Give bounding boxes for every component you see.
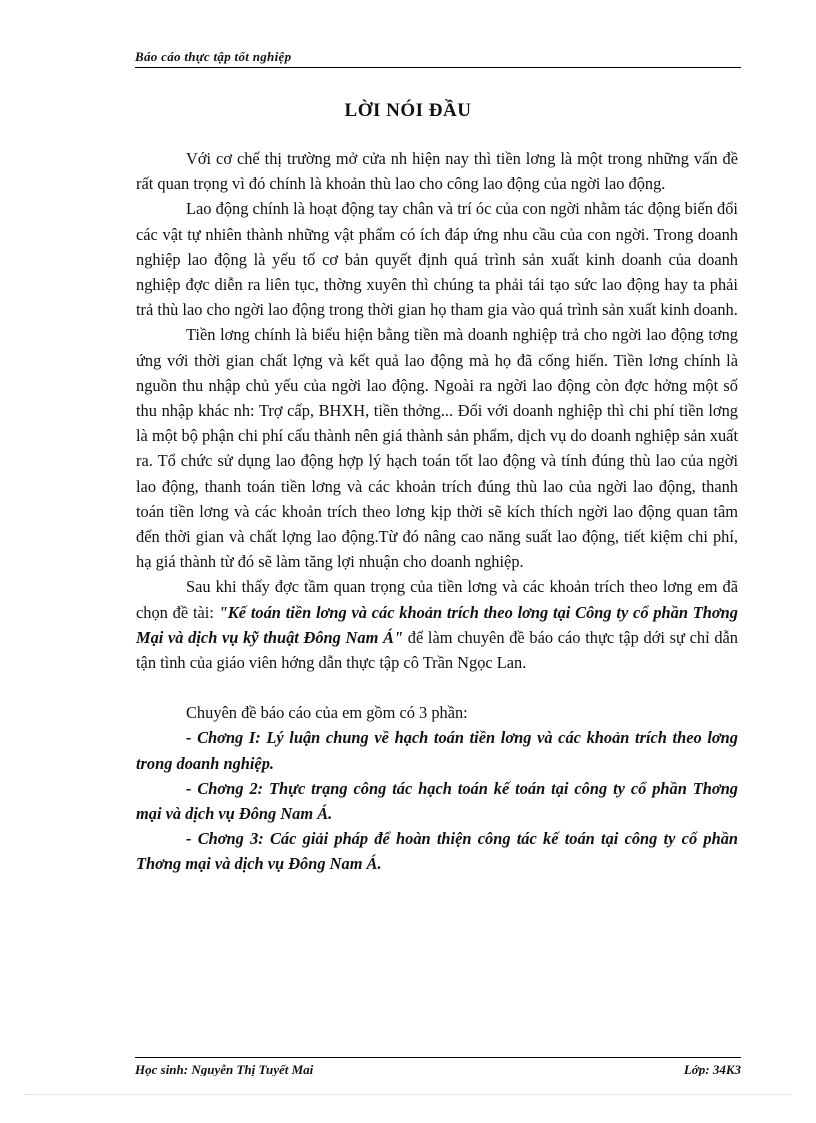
- document-body: [136, 146, 738, 877]
- header-text: Báo cáo thực tập tốt nghiệp: [135, 49, 292, 64]
- paragraph-1: Với cơ chế thị trường mở cửa nh hiện nay thì tiền lơng là một trong những vấn đề rất quan trọng vì đó chính là khoản thù lao cho công lao động của ngời lao động.: [136, 149, 738, 194]
- paragraph-3: Tiền lơng chính là biểu hiện bằng tiền mà doanh nghiệp trả cho ngời lao động tơng ứng với thời gian chất lợng và kết quả lao động mà họ đã cống hiến. Tiền lơng chính là nguồn thu nhập chủ yếu của ngời lao động. Ngoài ra ngời lao động còn đợc hởng một số thu nhập khác nh: Trợ cấp, BHXH, tiền thởng... Đối với doanh nghiệp thì chi phí tiền lơng là một bộ phận chi phí cấu thành nên giá thành sản phẩm, dịch vụ do doanh nghiệp sản xuất ra. Tổ chức sử dụng lao động hợp lý hạch toán tốt lao động và tính đúng thù lao của ngời lao động, thanh toán tiền lơng và các khoản trích đúng thù lao của ngời lao động, thanh toán tiền lơng và các khoản trích theo lơng kịp thời sẽ kích thích ngời lao động quan tâm đến thời gian và chất lợng lao động.Từ đó nâng cao năng suất lao động, tiết kiệm chi phí, hạ giá thành từ đó sẽ làm tăng lợi nhuận cho doanh nghiệp.: [136, 325, 738, 572]
- topic-title: "Kế toán tiền lơng và các khoản trích theo lơng tại Công ty cổ phần Thơng Mại và dịch vụ kỹ thuật Đông Nam Á": [136, 602, 738, 647]
- chapters-intro: Chuyên đề báo cáo của em gồm có 3 phần:: [186, 703, 468, 723]
- page-title: LỜI NÓI ĐẦU: [344, 100, 472, 121]
- topic-paragraph: [136, 574, 738, 675]
- topic-outro: để làm chuyên đề báo cáo thực tập dới sự chỉ dẫn tận tình của giáo viên hớng dẫn thực tập cô Trần Ngọc Lan.: [136, 627, 738, 673]
- page-footer: [135, 1057, 741, 1076]
- topic-intro: Sau khi thấy đợc tầm quan trọng của tiền lơng và các khoản trích theo lơng em đã chọn đề tài:: [136, 577, 738, 622]
- page-edge-divider: [24, 1094, 792, 1095]
- chapter-3: - Chơng 3: Các giải pháp để hoàn thiện công tác kế toán tại công ty cổ phần Thơng mại và dịch vụ Đông Nam Á.: [136, 829, 738, 874]
- chapter-1: - Chơng I: Lý luận chung về hạch toán tiền lơng và các khoản trích theo lơng trong doanh nghiệp.: [136, 728, 738, 773]
- page-header: [135, 48, 741, 68]
- footer-student: Học sinh: Nguyễn Thị Tuyết Mai: [135, 1062, 314, 1076]
- footer-class: Lớp: 34K3: [683, 1062, 741, 1076]
- paragraph-2: Lao động chính là hoạt động tay chân và trí óc của con ngời nhằm tác động biến đổi các vật tự nhiên thành những vật phẩm có ích đáp ứng nhu cầu của con ngời. Trong doanh nghiệp lao động là yếu tố cơ bản quyết định quá trình sản xuất kinh doanh của doanh nghiệp đợc diễn ra liên tục, thờng xuyên thì chúng ta phải tái tạo sức lao động hay ta phải trả thù lao cho ngời lao động trong thời gian họ tham gia vào quá trình sản xuất kinh doanh.: [136, 199, 738, 320]
- spacer: [136, 675, 738, 700]
- chapter-2: - Chơng 2: Thực trạng công tác hạch toán kế toán tại công ty cổ phần Thơng mại và dịch vụ Đông Nam Á.: [136, 778, 738, 824]
